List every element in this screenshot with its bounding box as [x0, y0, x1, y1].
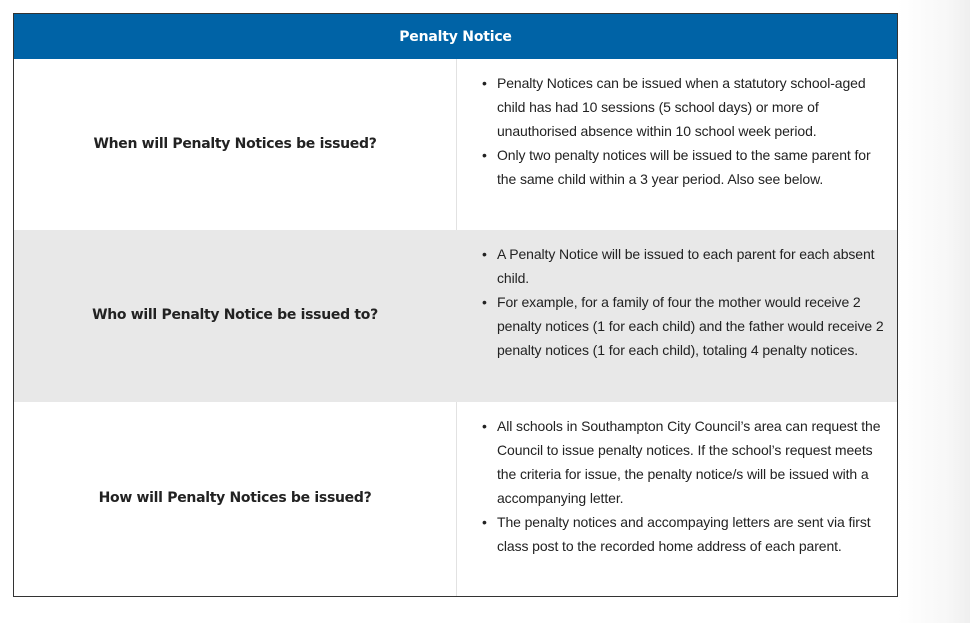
list-item	[482, 143, 889, 191]
table-row	[14, 402, 897, 596]
table-title: Penalty Notice	[14, 14, 897, 59]
answer-text: A Penalty Notice will be issued to each parent for each absent child.	[497, 246, 875, 286]
bullet-icon: •	[482, 418, 487, 434]
penalty-notice-table	[13, 13, 898, 597]
bullet-icon: •	[482, 75, 487, 91]
list-item	[482, 290, 889, 362]
list-item	[482, 71, 889, 143]
list-item	[482, 510, 889, 558]
bullet-icon: •	[482, 294, 487, 310]
answer-list	[482, 414, 889, 558]
answer-text: The penalty notices and accompaying letters are sent via first class post to the recorded home address of each parent.	[497, 514, 871, 554]
question-cell: Who will Penalty Notice be issued to?	[14, 230, 457, 402]
bullet-icon: •	[482, 514, 487, 530]
bullet-icon: •	[482, 147, 487, 163]
list-item	[482, 414, 889, 510]
question-cell: How will Penalty Notices be issued?	[14, 402, 457, 596]
answer-text: For example, for a family of four the mother would receive 2 penalty notices (1 for each child) and the father would receive 2 penalty notices (1 for each child), totaling 4 penalty notices.	[497, 294, 884, 358]
answer-cell	[457, 59, 897, 230]
question-cell: When will Penalty Notices be issued?	[14, 59, 457, 230]
answer-cell	[457, 230, 897, 402]
table-row	[14, 59, 897, 230]
answer-list	[482, 71, 889, 191]
answer-cell	[457, 402, 897, 596]
answer-list	[482, 242, 889, 362]
answer-text: Penalty Notices can be issued when a statutory school-aged child has had 10 sessions (5 school days) or more of unauthorised absence within 10 school week period.	[497, 75, 866, 139]
page-edge-shadow	[898, 0, 970, 623]
bullet-icon: •	[482, 246, 487, 262]
answer-text: All schools in Southampton City Council’s area can request the Council to issue penalty notices. If the school’s request meets the criteria for issue, the penalty notice/s will be issued with a accompanying letter.	[497, 418, 881, 506]
table-row	[14, 230, 897, 402]
list-item	[482, 242, 889, 290]
answer-text: Only two penalty notices will be issued to the same parent for the same child within a 3 year period. Also see below.	[497, 147, 871, 187]
